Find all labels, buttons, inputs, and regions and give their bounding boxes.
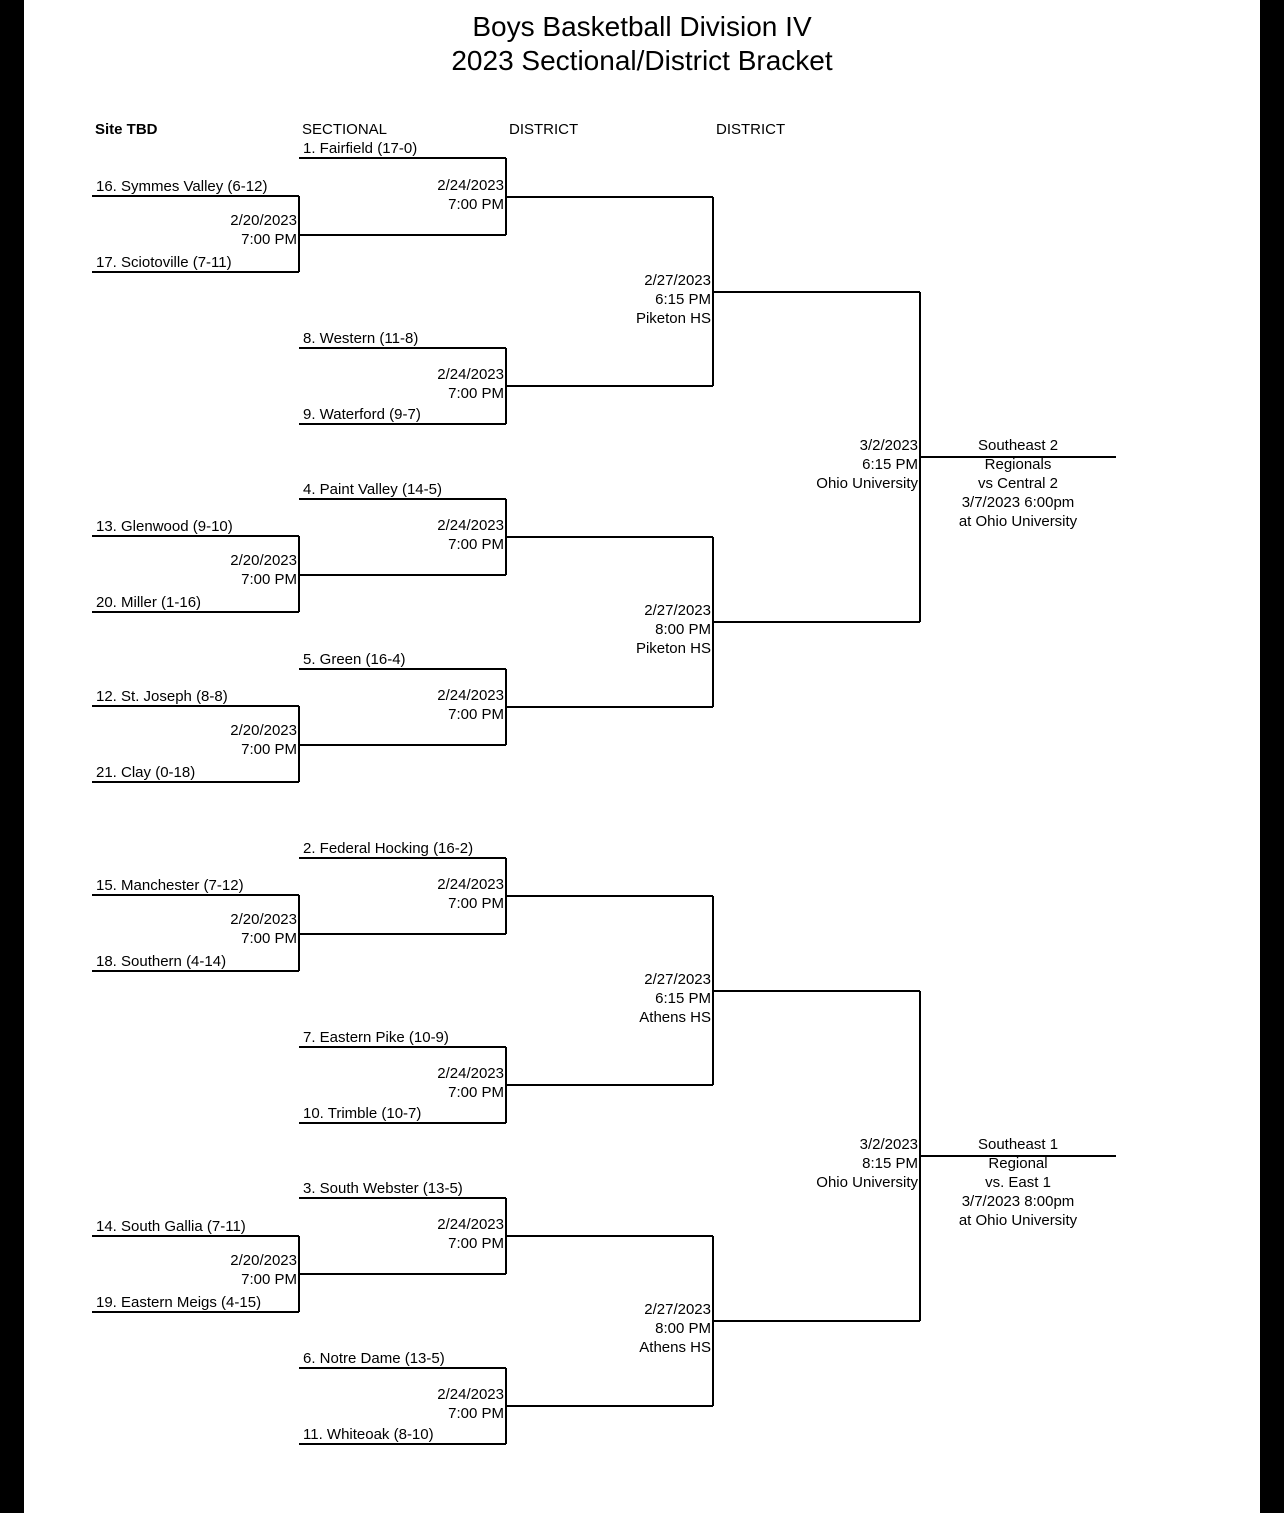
sectional-header: SECTIONAL (302, 121, 388, 138)
game-date: 2/24/2023 (437, 366, 504, 383)
game-date: 2/24/2023 (437, 1216, 504, 1233)
game-site: Athens HS (639, 1339, 711, 1356)
game-time: 6:15 PM (655, 291, 711, 308)
game-site: Ohio University (816, 1174, 918, 1191)
game-time: 7:00 PM (241, 1271, 297, 1288)
game-time: 7:00 PM (448, 1235, 504, 1252)
game-date: 2/27/2023 (644, 971, 711, 988)
team-label: 16. Symmes Valley (6-12) (96, 178, 268, 195)
team-label: 19. Eastern Meigs (4-15) (96, 1294, 262, 1311)
game-site: Ohio University (816, 475, 918, 492)
regional-info: Southeast 2 (977, 437, 1059, 454)
team-label: 2. Federal Hocking (16-2) (303, 840, 474, 857)
game-time: 8:00 PM (655, 1320, 711, 1337)
game-time: 6:15 PM (655, 990, 711, 1007)
bracket-sheet (24, 0, 1260, 1513)
game-time: 7:00 PM (241, 930, 297, 947)
regional-info: at Ohio University (958, 513, 1078, 530)
team-label: 15. Manchester (7-12) (96, 877, 244, 894)
game-date: 2/24/2023 (437, 876, 504, 893)
regional-info: Regional (988, 1155, 1048, 1172)
game-time: 7:00 PM (448, 895, 504, 912)
game-time: 7:00 PM (448, 385, 504, 402)
game-date: 2/24/2023 (437, 517, 504, 534)
regional-info: Southeast 1 (977, 1136, 1059, 1153)
game-date: 2/20/2023 (230, 1252, 297, 1269)
team-label: 8. Western (11-8) (303, 330, 419, 347)
game-date: 3/2/2023 (859, 1136, 918, 1153)
team-label: 10. Trimble (10-7) (303, 1105, 422, 1122)
game-site: Athens HS (639, 1009, 711, 1026)
game-site: Piketon HS (635, 640, 711, 657)
game-site: Piketon HS (635, 310, 711, 327)
game-time: 6:15 PM (862, 456, 918, 473)
game-date: 2/20/2023 (230, 552, 297, 569)
team-label: 4. Paint Valley (14-5) (303, 481, 442, 498)
game-time: 8:00 PM (655, 621, 711, 638)
game-date: 2/27/2023 (644, 1301, 711, 1318)
district-header-1: DISTRICT (509, 121, 579, 138)
game-time: 7:00 PM (448, 1405, 504, 1422)
team-label: 7. Eastern Pike (10-9) (303, 1029, 449, 1046)
page-title: Boys Basketball Division IV (472, 11, 812, 42)
team-label: 21. Clay (0-18) (96, 764, 196, 781)
team-label: 6. Notre Dame (13-5) (303, 1350, 445, 1367)
team-label: 17. Sciotoville (7-11) (96, 254, 232, 271)
regional-info: Regionals (984, 456, 1052, 473)
game-date: 2/24/2023 (437, 687, 504, 704)
game-time: 7:00 PM (448, 1084, 504, 1101)
team-label: 9. Waterford (9-7) (303, 406, 421, 423)
game-time: 7:00 PM (241, 231, 297, 248)
team-label: 5. Green (16-4) (303, 651, 406, 668)
game-time: 7:00 PM (448, 196, 504, 213)
team-label: 13. Glenwood (9-10) (96, 518, 233, 535)
team-label: 18. Southern (4-14) (96, 953, 227, 970)
regional-info: vs. East 1 (985, 1174, 1051, 1191)
game-time: 7:00 PM (241, 741, 297, 758)
team-label: 1. Fairfield (17-0) (303, 140, 418, 157)
team-label: 3. South Webster (13-5) (303, 1180, 463, 1197)
game-date: 2/24/2023 (437, 1065, 504, 1082)
game-time: 8:15 PM (862, 1155, 918, 1172)
game-date: 2/24/2023 (437, 177, 504, 194)
game-date: 2/20/2023 (230, 722, 297, 739)
regional-info: vs Central 2 (977, 475, 1059, 492)
game-time: 7:00 PM (241, 571, 297, 588)
team-label: 14. South Gallia (7-11) (96, 1218, 246, 1235)
regional-info: at Ohio University (958, 1212, 1078, 1229)
game-time: 7:00 PM (448, 536, 504, 553)
regional-info: 3/7/2023 8:00pm (961, 1193, 1075, 1210)
game-date: 2/27/2023 (644, 602, 711, 619)
game-date: 2/27/2023 (644, 272, 711, 289)
team-label: 11. Whiteoak (8-10) (303, 1426, 434, 1443)
game-date: 2/24/2023 (437, 1386, 504, 1403)
page-subtitle: 2023 Sectional/District Bracket (451, 45, 833, 76)
district-header-2: DISTRICT (716, 121, 786, 138)
game-date: 3/2/2023 (859, 437, 918, 454)
team-label: 12. St. Joseph (8-8) (96, 688, 228, 705)
game-time: 7:00 PM (448, 706, 504, 723)
regional-info: 3/7/2023 6:00pm (961, 494, 1075, 511)
team-label: 20. Miller (1-16) (96, 594, 202, 611)
game-date: 2/20/2023 (230, 212, 297, 229)
site-header: Site TBD (95, 121, 158, 138)
game-date: 2/20/2023 (230, 911, 297, 928)
